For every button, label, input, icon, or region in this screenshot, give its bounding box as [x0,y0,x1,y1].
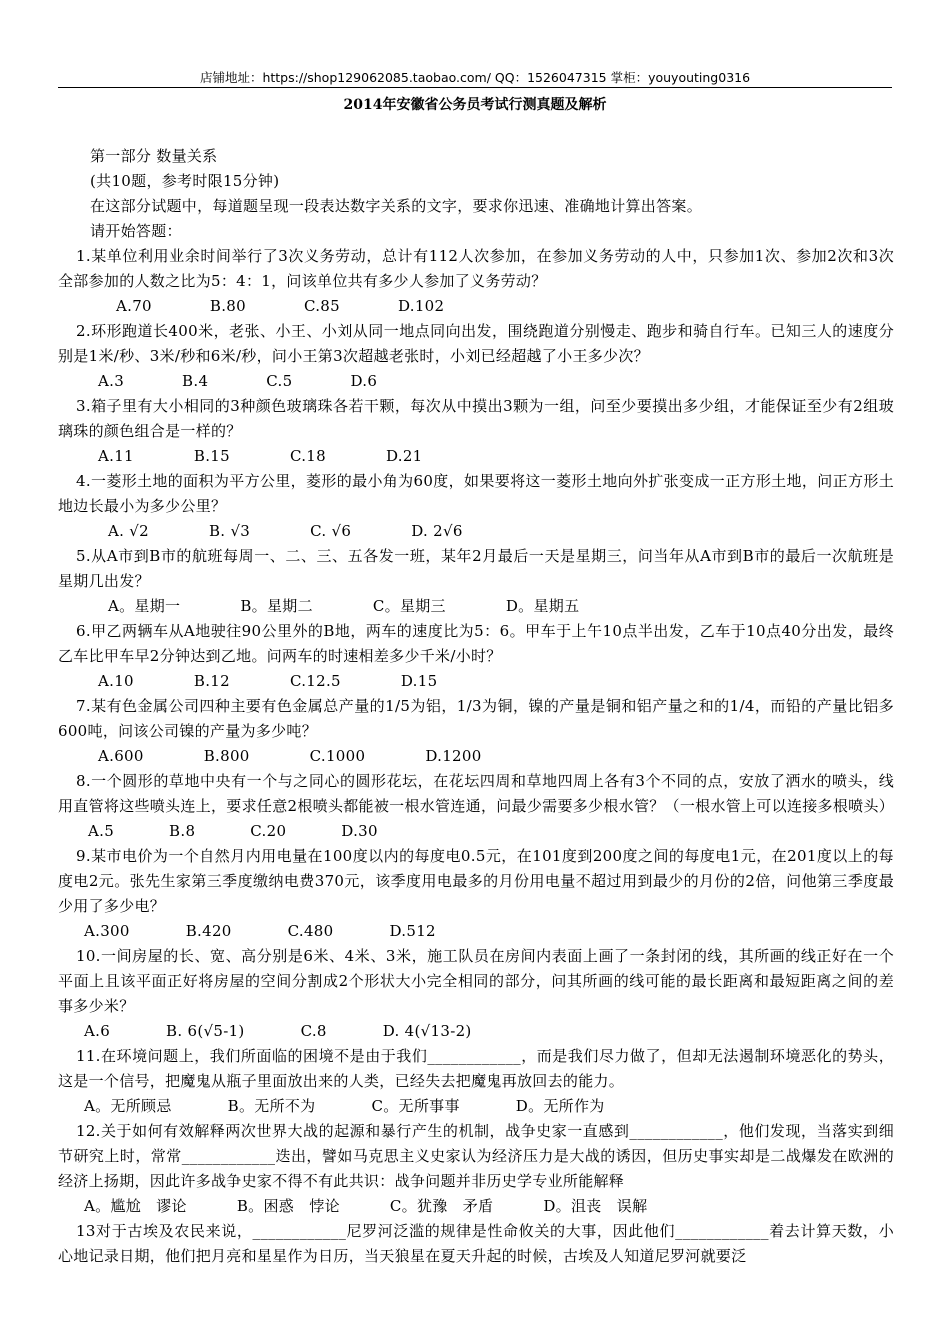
answer-option: A.11 [98,447,134,465]
question-text: 5.从A市到B市的航班每周一、二、三、五各发一班，某年2月最后一天是星期三，问当年从A市到B市的最后一次航班是星期几出发？ [58,547,894,590]
answer-option: C.480 [287,922,334,940]
answer-option: B。无所不为 [227,1097,316,1115]
answer-option: B.420 [185,922,232,940]
answer-options [58,594,894,619]
answer-option: D.102 [397,297,445,315]
answer-options [58,819,894,844]
answer-option: D.512 [389,922,436,940]
answer-options [58,1194,894,1219]
answer-option: B.80 [209,297,246,315]
question-text: 12.关于如何有效解释两次世界大战的起源和暴行产生的机制，战争史家一直感到____________，他们发现，当落实到细节研究上时，常常____________迭出，譬如马克思主义史家认为经济压力是大战的诱因，但历史事实却是二战爆发在欧洲的经济上扬期，因此许多战争史家不得不有此共识：战争问题并非历史学专业所能解释 [58,1122,894,1190]
question-text: 9.某市电价为一个自然月内用电量在100度以内的每度电0.5元，在101度到200度之间的每度电1元，在201度以上的每度电2元。张先生家第三季度缴纳电费370元，该季度用电最多的月份用电量不超过用到最少的月份的2倍，问他第三季度最少用了多少电？ [58,847,894,915]
answer-options [58,1094,894,1119]
answer-option: B.8 [169,822,196,840]
answer-option: D. 2√6 [411,522,463,540]
answer-option: C.12.5 [289,672,341,690]
answer-option: D。无所作为 [515,1097,605,1115]
page-header: 店铺地址：https://shop129062085.taobao.com/ QQ：1526047315 掌柜：youyouting0316 [199,70,751,85]
question-text: 4.一菱形土地的面积为平方公里，菱形的最小角为60度，如果要将这一菱形土地向外扩张变成一正方形土地，问正方形土地边长最小为多少公里？ [58,472,894,515]
answer-options [58,744,894,769]
answer-options [58,294,894,319]
answer-option: A.300 [84,922,130,940]
answer-option: B。星期二 [240,597,313,615]
answer-option: C.18 [289,447,326,465]
question-list [58,244,894,1269]
question-text: 11.在环境问题上，我们所面临的困境不是由于我们____________，而是我们尽力做了，但却无法遏制环境恶化的势头，这是一个信号，把魔鬼从瓶子里面放出来的人类，已经失去把魔鬼再放回去的能力。 [58,1047,894,1090]
answer-option: C.20 [250,822,287,840]
answer-option: B. 6(√5-1) [166,1022,245,1040]
section-heading: 第一部分 数量关系 [90,147,218,165]
answer-option: D.21 [385,447,423,465]
answer-option: A. √2 [108,522,149,540]
answer-options [58,519,894,544]
question-text: 10.一间房屋的长、宽、高分别是6米、4米、3米，施工队员在房间内表面上画了一条封闭的线，其所画的线正好在一个平面上且该平面正好将房屋的空间分割成2个形状大小完全相同的部分，问其所画的线可能的最长距离和最短距离之间的差事多少米？ [58,947,894,1015]
answer-option: A。无所顾忌 [84,1097,172,1115]
question-text: 2.环形跑道长400米，老张、小王、小刘从同一地点同向出发，围绕跑道分别慢走、跑步和骑自行车。已知三人的速度分别是1米/秒、3米/秒和6米/秒，问小王第3次超越老张时，小刘已经超越了小王多少次？ [58,322,894,365]
question-text: 13对于古埃及农民来说，____________尼罗河泛滥的规律是性命攸关的大事，因此他们____________着去计算天数，小心地记录日期，他们把月亮和星星作为日历，当天狼星在夏天升起的时候，古埃及人知道尼罗河就要泛 [58,1222,894,1265]
question-text: 3.箱子里有大小相同的3种颜色玻璃珠各若干颗，每次从中摸出3颗为一组，问至少要摸出多少组，才能保证至少有2组玻璃珠的颜色组合是一样的？ [58,397,894,440]
answer-option: D。沮丧 误解 [543,1197,648,1215]
answer-options [58,1019,894,1044]
answer-options [58,919,894,944]
answer-option: C.1000 [309,747,366,765]
answer-option: B.800 [203,747,250,765]
document-body [58,144,894,1269]
answer-option: D. 4(√13-2) [382,1022,472,1040]
answer-option: D.30 [341,822,378,840]
answer-option: C。星期三 [372,597,446,615]
answer-option: A.600 [98,747,144,765]
answer-option: A。尴尬 谬论 [84,1197,187,1215]
answer-option: D.15 [400,672,438,690]
answer-option: C。无所事事 [371,1097,460,1115]
answer-option: C。犹豫 矛盾 [389,1197,494,1215]
answer-option: A.70 [116,297,152,315]
question-text: 1.某单位利用业余时间举行了3次义务劳动，总计有112人次参加，在参加义务劳动的人中，只参加1次、参加2次和3次全部参加的人数之比为5：4：1，问该单位共有多少人参加了义务劳动？ [58,247,894,290]
question-text: 8.一个圆形的草地中央有一个与之同心的圆形花坛，在花坛四周和草地四周上各有3个不同的点，安放了洒水的喷头，线用直管将这些喷头连上，要求任意2根喷头都能被一根水管连通，问最少需要多少根水管？（一根水管上可以连接多根喷头） [58,772,895,815]
answer-options [58,444,894,469]
answer-option: D.1200 [425,747,482,765]
answer-option: B.4 [182,372,209,390]
answer-option: A.3 [98,372,125,390]
header-rule [58,87,892,88]
answer-option: C.8 [300,1022,327,1040]
answer-option: B。困惑 悖论 [236,1197,340,1215]
answer-option: C.5 [266,372,293,390]
start-prompt: 请开始答题： [90,222,182,240]
answer-options [58,669,894,694]
answer-option: C.85 [303,297,340,315]
answer-options [58,369,894,394]
answer-option: C. √6 [310,522,352,540]
document-title: 2014年安徽省公务员考试行测真题及解析 [343,97,607,113]
answer-option: D.6 [350,372,378,390]
answer-option: A.10 [98,672,134,690]
question-text: 6.甲乙两辆车从A地驶往90公里外的B地，两车的速度比为5：6。甲车于上午10点半出发，乙车于10点40分出发，最终乙车比甲车早2分钟达到乙地。问两车的时速相差多少千米/小时？ [58,622,894,665]
section-instruction: 在这部分试题中，每道题呈现一段表达数字关系的文字，要求你迅速、准确地计算出答案。 [90,197,703,215]
section-count: (共10题，参考时限15分钟) [90,172,280,190]
answer-option: B.12 [193,672,230,690]
answer-option: A.6 [84,1022,111,1040]
answer-option: A。星期一 [108,597,181,615]
answer-option: B.15 [193,447,230,465]
answer-option: B. √3 [208,522,251,540]
answer-option: A.5 [88,822,115,840]
question-text: 7.某有色金属公司四种主要有色金属总产量的1/5为铝，1/3为铜，镍的产量是铜和铝产量之和的1/4，而铅的产量比铝多600吨，问该公司镍的产量为多少吨？ [58,697,894,740]
answer-option: D。星期五 [505,597,580,615]
